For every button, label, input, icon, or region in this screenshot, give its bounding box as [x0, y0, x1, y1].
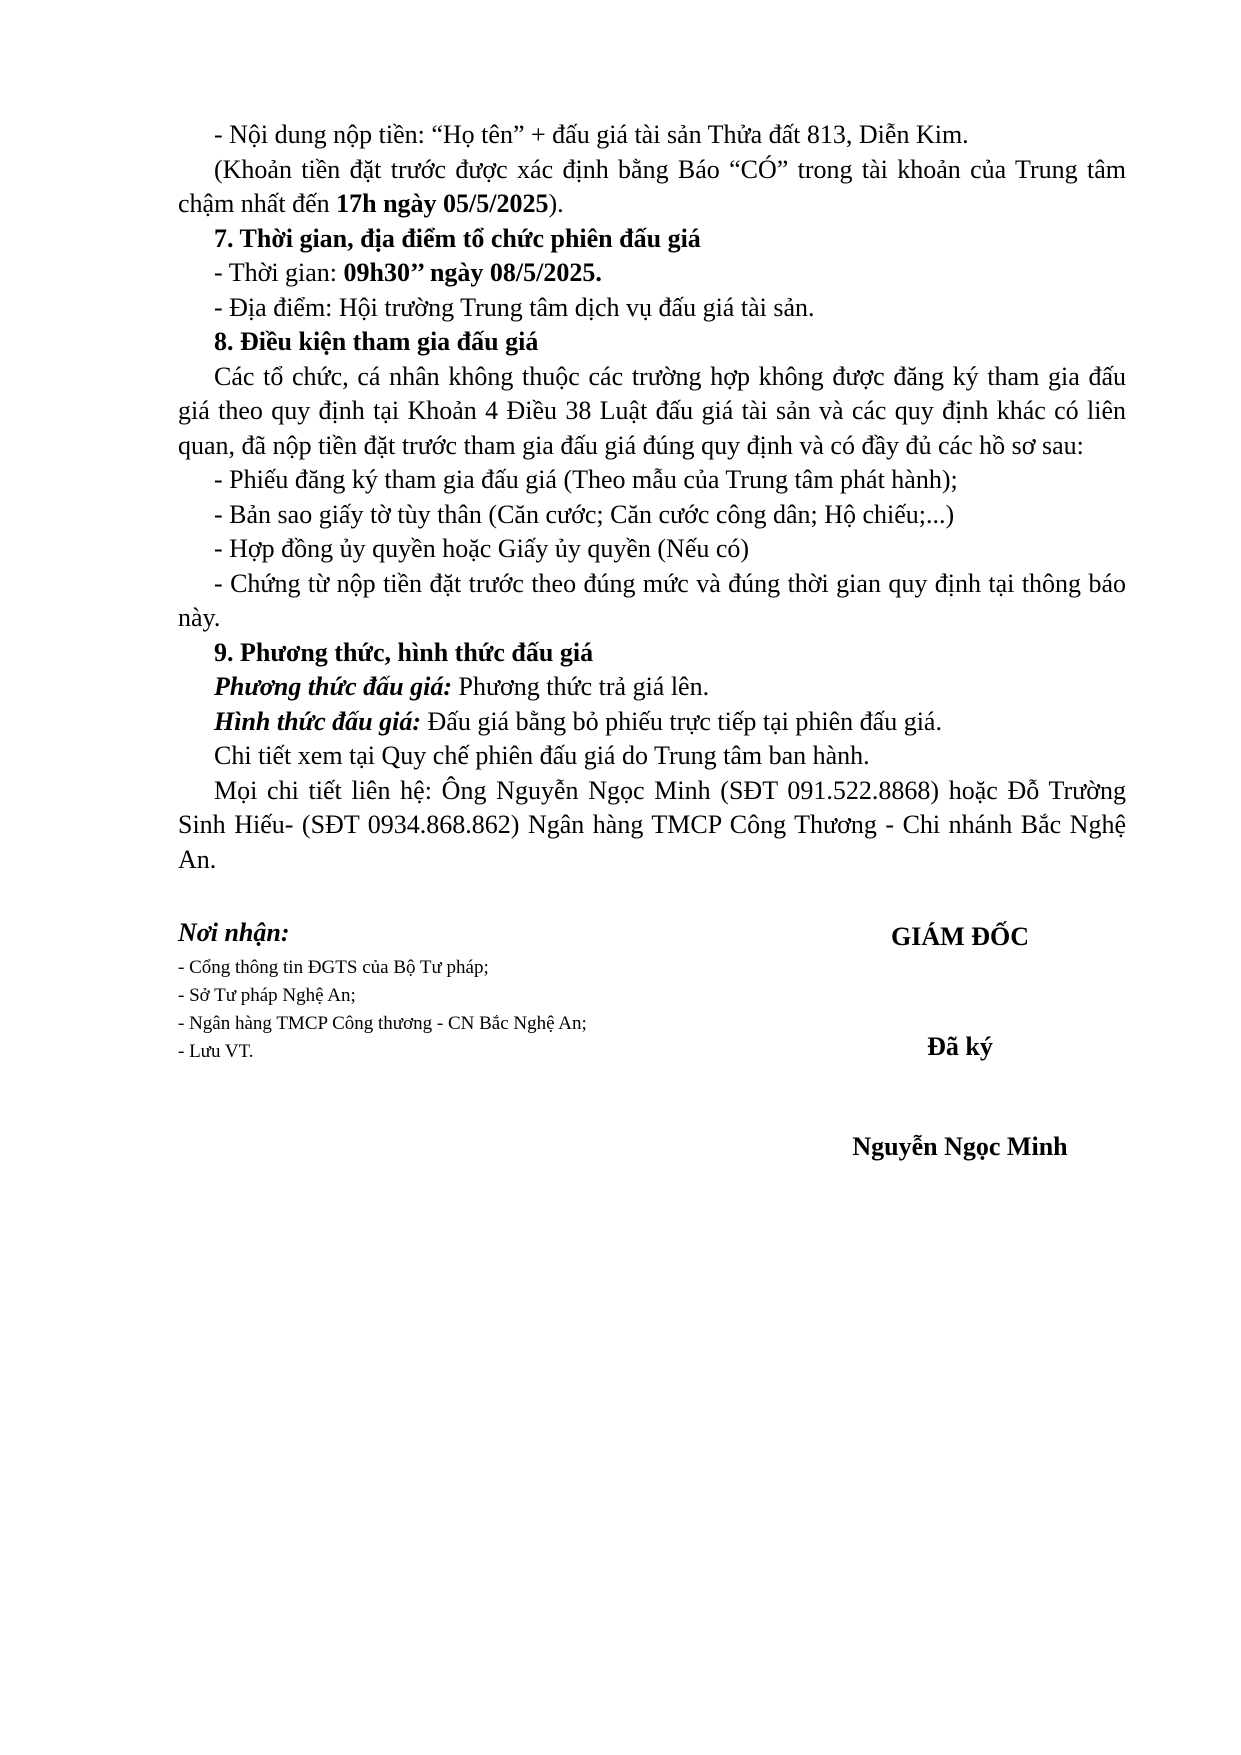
- recipient-item: - Ngân hàng TMCP Công thương - CN Bắc Nghệ An;: [178, 1013, 587, 1034]
- detail-note: Chi tiết xem tại Quy chế phiên đấu giá do Trung tâm ban hành.: [214, 741, 870, 770]
- auction-time-value: 09h30’’ ngày 08/5/2025.: [343, 258, 602, 287]
- recipient-item: - Lưu VT.: [178, 1041, 254, 1062]
- conditions-item: - Bản sao giấy tờ tùy thân (Căn cước; Căn cước công dân; Hộ chiếu;...): [214, 499, 955, 529]
- section-7-title: 7. Thời gian, địa điểm tổ chức phiên đấu giá: [214, 223, 701, 253]
- deposit-note-text: (Khoản tiền đặt trước được xác định bằng Báo “CÓ” trong tài khoản của Trung tâm chậm nhất đến: [178, 154, 1126, 218]
- section-9-title: 9. Phương thức, hình thức đấu giá: [214, 637, 594, 667]
- section-8-title: 8. Điều kiện tham gia đấu giá: [214, 327, 539, 356]
- auction-form-label: Hình thức đấu giá:: [214, 706, 422, 736]
- auction-method: [178, 670, 1126, 705]
- contact-info: Mọi chi tiết liên hệ: Ông Nguyễn Ngọc Minh (SĐT 091.522.8868) hoặc Đỗ Trường Sinh Hiếu- (SĐT 0934.868.862) Ngân hàng TMCP Công Thương - Chi nhánh Bắc Nghệ An.: [178, 775, 1126, 874]
- conditions-item: - Chứng từ nộp tiền đặt trước theo đúng mức và đúng thời gian quy định tại thông báo này.: [178, 568, 1126, 632]
- auction-time: [178, 256, 1126, 291]
- auction-form: [178, 705, 1126, 740]
- signed-mark: Đã ký: [927, 1032, 993, 1061]
- auction-place: - Địa điểm: Hội trường Trung tâm dịch vụ đấu giá tài sản.: [214, 292, 815, 322]
- signer-name: Nguyễn Ngọc Minh: [852, 1132, 1068, 1161]
- conditions-item: - Hợp đồng ủy quyền hoặc Giấy ủy quyền (Nếu có): [214, 534, 750, 563]
- deposit-note: [178, 153, 1126, 222]
- signature-block: [770, 922, 1150, 1161]
- deposit-deadline: 17h ngày 05/5/2025: [336, 189, 549, 218]
- payment-content-line: - Nội dung nộp tiền: “Họ tên” + đấu giá tài sản Thửa đất 813, Diễn Kim.: [214, 120, 969, 149]
- auction-time-label: - Thời gian:: [214, 258, 344, 287]
- deposit-note-end: ).: [548, 189, 564, 218]
- recipients-block: [178, 918, 738, 1066]
- auction-method-value: Phương thức trả giá lên.: [451, 672, 710, 701]
- document-body: [178, 118, 1126, 877]
- conditions-item: - Phiếu đăng ký tham gia đấu giá (Theo mẫu của Trung tâm phát hành);: [214, 465, 958, 494]
- recipient-item: - Sở Tư pháp Nghệ An;: [178, 985, 356, 1006]
- recipients-title: Nơi nhận:: [178, 918, 290, 947]
- recipient-item: - Cổng thông tin ĐGTS của Bộ Tư pháp;: [178, 957, 489, 978]
- auction-form-value: Đấu giá bằng bỏ phiếu trực tiếp tại phiên đấu giá.: [421, 706, 942, 736]
- conditions-paragraph: Các tổ chức, cá nhân không thuộc các trường hợp không được đăng ký tham gia đấu giá theo quy định tại Khoản 4 Điều 38 Luật đấu giá tài sản và các quy định khác có liên quan, đã nộp tiền đặt trước tham gia đấu giá đúng quy định và có đầy đủ các hồ sơ sau:: [178, 361, 1126, 460]
- auction-method-label: Phương thức đấu giá:: [214, 672, 452, 701]
- signer-role: GIÁM ĐỐC: [891, 922, 1029, 951]
